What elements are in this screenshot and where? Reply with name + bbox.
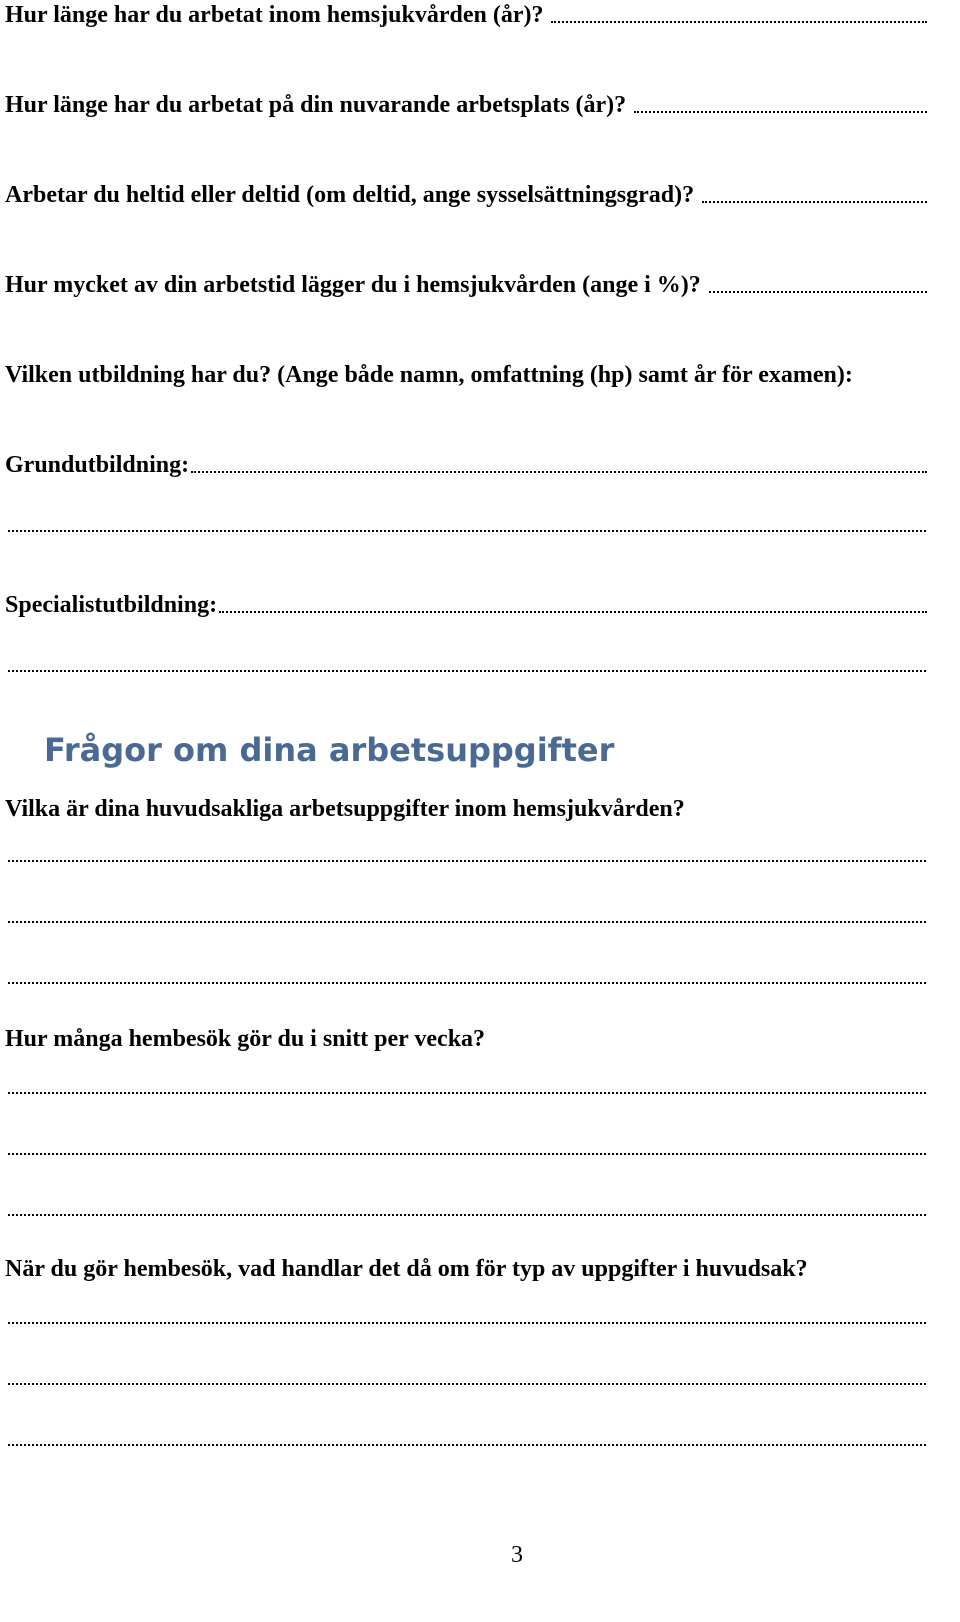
answer-line[interactable] <box>8 1444 926 1446</box>
question-text: Hur mycket av din arbetstid lägger du i hemsjukvården (ange i %)? <box>5 272 701 298</box>
question-text: Hur länge har du arbetat inom hemsjukvården (år)? <box>5 2 544 28</box>
answer-line[interactable] <box>8 670 926 672</box>
question-years-current-workplace <box>5 90 927 120</box>
specialist-education-row <box>5 590 927 620</box>
answer-line[interactable] <box>8 1322 926 1324</box>
answer-line[interactable] <box>702 201 927 203</box>
answer-line[interactable] <box>8 921 926 923</box>
answer-line[interactable] <box>634 111 927 113</box>
specialist-education-label: Specialistutbildning: <box>5 592 218 618</box>
question-years-home-care <box>5 0 927 30</box>
question-home-visit-tasks <box>5 1254 927 1284</box>
question-home-visits-per-week <box>5 1024 927 1054</box>
answer-line[interactable] <box>8 860 926 862</box>
question-education <box>5 360 927 390</box>
answer-line[interactable] <box>8 1214 926 1216</box>
answer-line[interactable] <box>191 471 927 473</box>
question-text: När du gör hembesök, vad handlar det då om för typ av uppgifter i huvudsak? <box>5 1256 808 1282</box>
question-text: Arbetar du heltid eller deltid (om deltid, ange sysselsättningsgrad)? <box>5 182 695 208</box>
question-text: Vilken utbildning har du? (Ange både namn, omfattning (hp) samt år för examen): <box>5 362 853 388</box>
page-number: 3 <box>511 1542 523 1568</box>
answer-line[interactable] <box>709 291 927 293</box>
question-text: Vilka är dina huvudsakliga arbetsuppgifter inom hemsjukvården? <box>5 796 685 822</box>
basic-education-label: Grundutbildning: <box>5 452 190 478</box>
answer-line[interactable] <box>219 611 927 613</box>
question-fulltime-parttime <box>5 180 927 210</box>
answer-line[interactable] <box>8 530 926 532</box>
answer-line[interactable] <box>551 21 927 23</box>
question-main-tasks <box>5 794 927 824</box>
section-heading: Frågor om dina arbetsuppgifter <box>44 731 615 769</box>
question-text: Hur länge har du arbetat på din nuvarande arbetsplats (år)? <box>5 92 627 118</box>
answer-line[interactable] <box>8 1092 926 1094</box>
question-text: Hur många hembesök gör du i snitt per vecka? <box>5 1026 486 1052</box>
answer-line[interactable] <box>8 1383 926 1385</box>
question-worktime-share <box>5 270 927 300</box>
answer-line[interactable] <box>8 982 926 984</box>
basic-education-row <box>5 450 927 480</box>
answer-line[interactable] <box>8 1153 926 1155</box>
